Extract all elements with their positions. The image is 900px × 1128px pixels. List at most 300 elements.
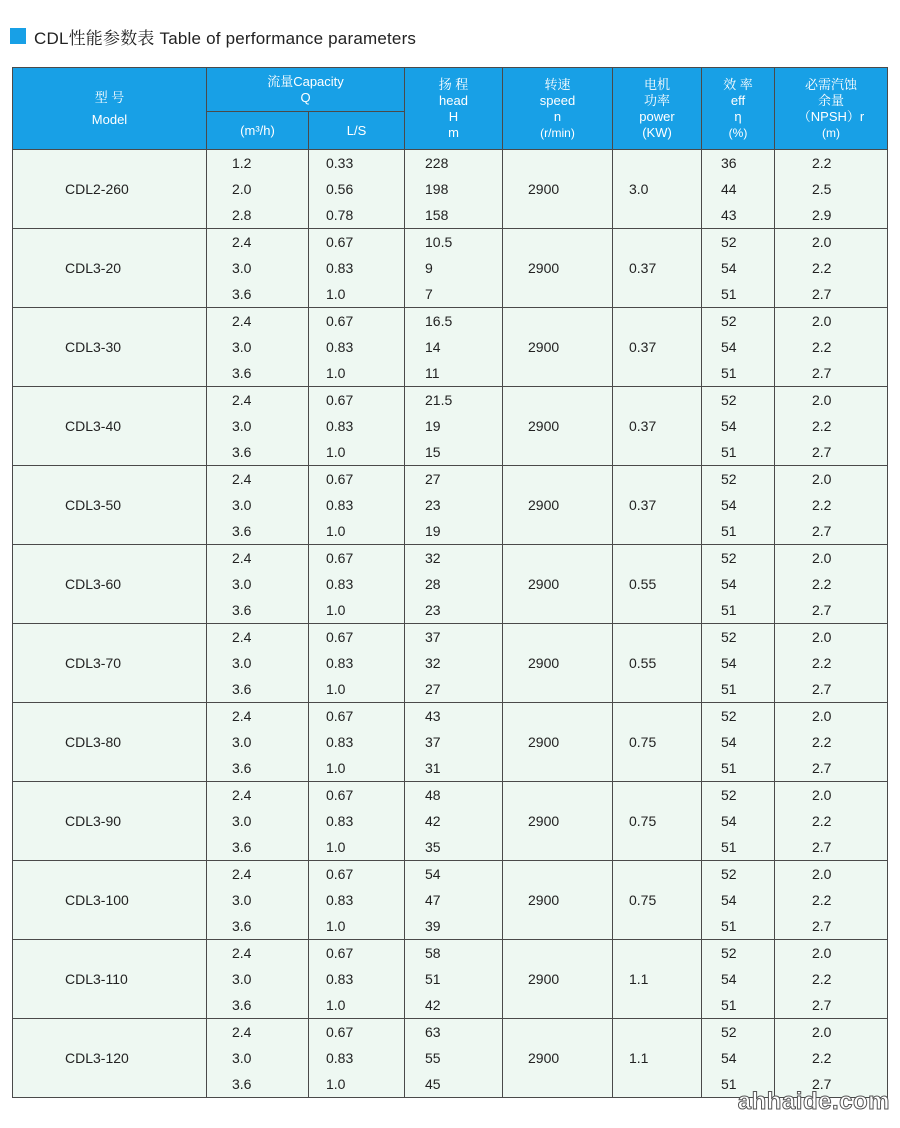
- head-cell-value: 42: [425, 813, 441, 829]
- capacity-m3h-cell: [207, 624, 309, 703]
- npsh-cell: [775, 861, 888, 940]
- capacity-m3h-cell-value: 2.4: [232, 629, 252, 645]
- model-cell: CDL2-260: [13, 150, 207, 229]
- npsh-cell-value: 2.0: [812, 550, 832, 566]
- speed-cell: 2900: [503, 861, 613, 940]
- efficiency-cell-value: 54: [721, 339, 737, 355]
- table-row: [13, 940, 888, 1019]
- capacity-ls-cell-value: 0.83: [326, 418, 354, 434]
- speed-cell: 2900: [503, 466, 613, 545]
- capacity-m3h-cell-value: 2.4: [232, 1024, 252, 1040]
- head-cell-value: 19: [425, 418, 441, 434]
- speed-cell: 2900: [503, 940, 613, 1019]
- capacity-m3h-cell-value: 3.6: [232, 839, 252, 855]
- capacity-m3h-cell-value: 3.0: [232, 339, 252, 355]
- head-cell-value: 35: [425, 839, 441, 855]
- capacity-m3h-cell-value: 2.0: [232, 181, 252, 197]
- capacity-ls-cell-value: 1.0: [326, 760, 346, 776]
- capacity-ls-cell-value: 0.83: [326, 971, 354, 987]
- capacity-ls-cell: [309, 782, 405, 861]
- power-cell: 0.55: [613, 545, 702, 624]
- head-cell-value: 19: [425, 523, 441, 539]
- efficiency-cell-value: 52: [721, 550, 737, 566]
- capacity-m3h-cell: [207, 150, 309, 229]
- capacity-ls-cell-value: 1.0: [326, 444, 346, 460]
- capacity-ls-cell-value: 0.83: [326, 1050, 354, 1066]
- page-title: [10, 26, 416, 46]
- capacity-ls-cell: [309, 1019, 405, 1098]
- head-cell: [405, 940, 503, 1019]
- npsh-cell-value: 2.2: [812, 734, 832, 750]
- capacity-m3h-cell-value: 2.4: [232, 787, 252, 803]
- efficiency-cell-value: 52: [721, 1024, 737, 1040]
- speed-cell: 2900: [503, 308, 613, 387]
- header-capacity-m3h: (m³/h): [207, 112, 309, 150]
- capacity-ls-cell-value: 1.0: [326, 918, 346, 934]
- capacity-m3h-cell-value: 3.0: [232, 497, 252, 513]
- npsh-cell-value: 2.0: [812, 392, 832, 408]
- efficiency-cell-value: 36: [721, 155, 737, 171]
- speed-cell: 2900: [503, 150, 613, 229]
- efficiency-cell-value: 51: [721, 523, 737, 539]
- head-cell-value: 39: [425, 918, 441, 934]
- model-cell: CDL3-70: [13, 624, 207, 703]
- capacity-m3h-cell: [207, 782, 309, 861]
- head-cell: [405, 624, 503, 703]
- power-cell: 1.1: [613, 940, 702, 1019]
- capacity-m3h-cell-value: 3.0: [232, 734, 252, 750]
- speed-cell: 2900: [503, 703, 613, 782]
- efficiency-cell: [702, 782, 775, 861]
- capacity-ls-cell: [309, 624, 405, 703]
- capacity-ls-cell-value: 0.78: [326, 207, 354, 223]
- capacity-ls-cell-value: 0.83: [326, 655, 354, 671]
- npsh-cell-value: 2.7: [812, 365, 832, 381]
- head-cell-value: 31: [425, 760, 441, 776]
- capacity-ls-cell-value: 0.83: [326, 497, 354, 513]
- head-cell-value: 27: [425, 681, 441, 697]
- table-row: [13, 782, 888, 861]
- speed-cell: 2900: [503, 229, 613, 308]
- efficiency-cell-value: 54: [721, 260, 737, 276]
- npsh-cell-value: 2.7: [812, 1076, 832, 1092]
- capacity-m3h-cell-value: 2.4: [232, 550, 252, 566]
- capacity-m3h-cell-value: 3.6: [232, 760, 252, 776]
- head-cell-value: 11: [425, 365, 440, 381]
- npsh-cell: [775, 624, 888, 703]
- model-cell: CDL3-30: [13, 308, 207, 387]
- table-body: [13, 150, 888, 1098]
- head-cell: [405, 703, 503, 782]
- capacity-m3h-cell-value: 2.4: [232, 866, 252, 882]
- npsh-cell-value: 2.0: [812, 866, 832, 882]
- efficiency-cell-value: 51: [721, 681, 737, 697]
- table-row: [13, 624, 888, 703]
- capacity-ls-cell-value: 1.0: [326, 1076, 346, 1092]
- npsh-cell: [775, 150, 888, 229]
- efficiency-cell-value: 51: [721, 1076, 737, 1092]
- npsh-cell: [775, 782, 888, 861]
- efficiency-cell-value: 51: [721, 286, 737, 302]
- npsh-cell-value: 2.5: [812, 181, 832, 197]
- capacity-m3h-cell-value: 3.6: [232, 523, 252, 539]
- head-cell: [405, 861, 503, 940]
- efficiency-cell-value: 52: [721, 708, 737, 724]
- head-cell-value: 58: [425, 945, 441, 961]
- head-cell-value: 158: [425, 207, 449, 223]
- efficiency-cell: [702, 466, 775, 545]
- capacity-m3h-cell: [207, 940, 309, 1019]
- capacity-ls-cell: [309, 308, 405, 387]
- npsh-cell-value: 2.2: [812, 155, 832, 171]
- npsh-cell-value: 2.2: [812, 260, 832, 276]
- power-cell: 1.1: [613, 1019, 702, 1098]
- model-cell: CDL3-100: [13, 861, 207, 940]
- power-cell: 0.75: [613, 782, 702, 861]
- efficiency-cell-value: 54: [721, 418, 737, 434]
- efficiency-cell-value: 54: [721, 971, 737, 987]
- npsh-cell-value: 2.2: [812, 418, 832, 434]
- efficiency-cell: [702, 861, 775, 940]
- efficiency-cell-value: 52: [721, 787, 737, 803]
- capacity-ls-cell: [309, 150, 405, 229]
- capacity-ls-cell-value: 1.0: [326, 365, 346, 381]
- capacity-m3h-cell-value: 1.2: [232, 155, 252, 171]
- model-cell: CDL3-80: [13, 703, 207, 782]
- table-row: [13, 466, 888, 545]
- capacity-ls-cell-value: 0.67: [326, 392, 354, 408]
- capacity-ls-cell: [309, 703, 405, 782]
- npsh-cell: [775, 308, 888, 387]
- table-row: [13, 387, 888, 466]
- efficiency-cell-value: 51: [721, 444, 737, 460]
- capacity-m3h-cell-value: 2.8: [232, 207, 252, 223]
- capacity-m3h-cell-value: 3.0: [232, 260, 252, 276]
- npsh-cell-value: 2.7: [812, 681, 832, 697]
- capacity-ls-cell: [309, 387, 405, 466]
- capacity-ls-cell: [309, 545, 405, 624]
- head-cell-value: 37: [425, 734, 441, 750]
- capacity-m3h-cell: [207, 1019, 309, 1098]
- head-cell-value: 23: [425, 497, 441, 513]
- header-capacity-ls: L/S: [309, 112, 405, 150]
- power-cell: 0.37: [613, 229, 702, 308]
- npsh-cell: [775, 703, 888, 782]
- table-row: [13, 150, 888, 229]
- capacity-ls-cell-value: 0.67: [326, 866, 354, 882]
- title-marker-icon: [10, 28, 26, 44]
- capacity-ls-cell-value: 0.83: [326, 576, 354, 592]
- head-cell-value: 51: [425, 971, 441, 987]
- head-cell-value: 47: [425, 892, 441, 908]
- head-cell-value: 228: [425, 155, 449, 171]
- table-row: [13, 229, 888, 308]
- npsh-cell: [775, 940, 888, 1019]
- efficiency-cell: [702, 545, 775, 624]
- npsh-cell-value: 2.7: [812, 286, 832, 302]
- npsh-cell-value: 2.9: [812, 207, 832, 223]
- capacity-ls-cell-value: 0.83: [326, 339, 354, 355]
- capacity-m3h-cell-value: 2.4: [232, 945, 252, 961]
- capacity-ls-cell: [309, 466, 405, 545]
- performance-table: [12, 67, 888, 1098]
- head-cell: [405, 1019, 503, 1098]
- capacity-ls-cell-value: 0.83: [326, 734, 354, 750]
- capacity-m3h-cell-value: 3.6: [232, 602, 252, 618]
- head-cell-value: 16.5: [425, 313, 453, 329]
- capacity-m3h-cell-value: 3.6: [232, 997, 252, 1013]
- capacity-ls-cell: [309, 861, 405, 940]
- head-cell-value: 32: [425, 550, 441, 566]
- efficiency-cell: [702, 703, 775, 782]
- capacity-ls-cell: [309, 229, 405, 308]
- head-cell-value: 7: [425, 286, 433, 302]
- capacity-m3h-cell: [207, 387, 309, 466]
- efficiency-cell-value: 52: [721, 313, 737, 329]
- head-cell-value: 45: [425, 1076, 441, 1092]
- efficiency-cell-value: 54: [721, 1050, 737, 1066]
- head-cell-value: 48: [425, 787, 441, 803]
- model-cell: CDL3-110: [13, 940, 207, 1019]
- head-cell-value: 54: [425, 866, 441, 882]
- capacity-ls-cell-value: 0.67: [326, 313, 354, 329]
- efficiency-cell-value: 51: [721, 760, 737, 776]
- efficiency-cell-value: 52: [721, 471, 737, 487]
- efficiency-cell-value: 54: [721, 576, 737, 592]
- header-efficiency: 效 率 eff η (%): [702, 68, 775, 150]
- capacity-m3h-cell-value: 3.6: [232, 1076, 252, 1092]
- efficiency-cell: [702, 1019, 775, 1098]
- head-cell: [405, 150, 503, 229]
- head-cell-value: 198: [425, 181, 449, 197]
- efficiency-cell: [702, 940, 775, 1019]
- capacity-ls-cell-value: 0.83: [326, 260, 354, 276]
- efficiency-cell-value: 51: [721, 997, 737, 1013]
- capacity-m3h-cell-value: 2.4: [232, 392, 252, 408]
- head-cell-value: 14: [425, 339, 441, 355]
- npsh-cell-value: 2.2: [812, 892, 832, 908]
- efficiency-cell-value: 54: [721, 813, 737, 829]
- head-cell: [405, 782, 503, 861]
- capacity-ls-cell-value: 0.83: [326, 892, 354, 908]
- npsh-cell-value: 2.2: [812, 971, 832, 987]
- capacity-ls-cell-value: 0.67: [326, 629, 354, 645]
- power-cell: 0.37: [613, 466, 702, 545]
- npsh-cell-value: 2.7: [812, 760, 832, 776]
- speed-cell: 2900: [503, 387, 613, 466]
- header-npsh: 必需汽蚀 余量 （NPSH）r (m): [775, 68, 888, 150]
- power-cell: 0.37: [613, 308, 702, 387]
- npsh-cell-value: 2.2: [812, 1050, 832, 1066]
- efficiency-cell-value: 43: [721, 207, 737, 223]
- header-model: 型 号 Model: [13, 68, 207, 150]
- table-row: [13, 1019, 888, 1098]
- efficiency-cell: [702, 387, 775, 466]
- head-cell-value: 9: [425, 260, 433, 276]
- capacity-ls-cell-value: 0.67: [326, 945, 354, 961]
- npsh-cell: [775, 229, 888, 308]
- head-cell: [405, 466, 503, 545]
- npsh-cell: [775, 545, 888, 624]
- capacity-m3h-cell-value: 3.0: [232, 892, 252, 908]
- npsh-cell-value: 2.0: [812, 629, 832, 645]
- capacity-m3h-cell-value: 3.0: [232, 576, 252, 592]
- npsh-cell-value: 2.0: [812, 234, 832, 250]
- npsh-cell-value: 2.7: [812, 839, 832, 855]
- power-cell: 0.55: [613, 624, 702, 703]
- capacity-m3h-cell: [207, 466, 309, 545]
- capacity-m3h-cell: [207, 545, 309, 624]
- npsh-cell-value: 2.2: [812, 339, 832, 355]
- efficiency-cell-value: 54: [721, 655, 737, 671]
- capacity-m3h-cell-value: 3.0: [232, 971, 252, 987]
- efficiency-cell-value: 51: [721, 839, 737, 855]
- capacity-m3h-cell: [207, 229, 309, 308]
- npsh-cell-value: 2.0: [812, 471, 832, 487]
- head-cell-value: 21.5: [425, 392, 453, 408]
- speed-cell: 2900: [503, 1019, 613, 1098]
- model-cell: CDL3-20: [13, 229, 207, 308]
- npsh-cell-value: 2.0: [812, 945, 832, 961]
- npsh-cell-value: 2.0: [812, 787, 832, 803]
- npsh-cell-value: 2.7: [812, 523, 832, 539]
- head-cell: [405, 308, 503, 387]
- efficiency-cell: [702, 150, 775, 229]
- npsh-cell: [775, 466, 888, 545]
- capacity-ls-cell-value: 0.83: [326, 813, 354, 829]
- power-cell: 3.0: [613, 150, 702, 229]
- head-cell-value: 23: [425, 602, 441, 618]
- efficiency-cell-value: 52: [721, 629, 737, 645]
- model-cell: CDL3-90: [13, 782, 207, 861]
- capacity-ls-cell-value: 1.0: [326, 681, 346, 697]
- efficiency-cell-value: 52: [721, 234, 737, 250]
- model-cell: CDL3-50: [13, 466, 207, 545]
- capacity-ls-cell-value: 0.67: [326, 1024, 354, 1040]
- capacity-m3h-cell-value: 2.4: [232, 708, 252, 724]
- npsh-cell-value: 2.2: [812, 576, 832, 592]
- efficiency-cell: [702, 624, 775, 703]
- head-cell-value: 27: [425, 471, 441, 487]
- capacity-m3h-cell-value: 3.6: [232, 918, 252, 934]
- npsh-cell-value: 2.0: [812, 708, 832, 724]
- watermark: ahhaide.com: [737, 1088, 890, 1115]
- capacity-m3h-cell-value: 3.0: [232, 655, 252, 671]
- efficiency-cell-value: 54: [721, 497, 737, 513]
- npsh-cell: [775, 387, 888, 466]
- capacity-ls-cell-value: 0.67: [326, 234, 354, 250]
- head-cell-value: 55: [425, 1050, 441, 1066]
- head-cell-value: 15: [425, 444, 441, 460]
- capacity-m3h-cell: [207, 703, 309, 782]
- capacity-ls-cell-value: 0.67: [326, 550, 354, 566]
- efficiency-cell-value: 51: [721, 602, 737, 618]
- capacity-ls-cell-value: 0.67: [326, 787, 354, 803]
- header-head: 扬 程 head H m: [405, 68, 503, 150]
- capacity-m3h-cell-value: 2.4: [232, 234, 252, 250]
- npsh-cell-value: 2.2: [812, 497, 832, 513]
- capacity-ls-cell: [309, 940, 405, 1019]
- head-cell-value: 63: [425, 1024, 441, 1040]
- speed-cell: 2900: [503, 624, 613, 703]
- capacity-m3h-cell-value: 3.6: [232, 681, 252, 697]
- efficiency-cell-value: 51: [721, 365, 737, 381]
- capacity-m3h-cell-value: 3.6: [232, 286, 252, 302]
- power-cell: 0.75: [613, 861, 702, 940]
- head-cell: [405, 387, 503, 466]
- power-cell: 0.37: [613, 387, 702, 466]
- npsh-cell-value: 2.2: [812, 655, 832, 671]
- head-cell: [405, 229, 503, 308]
- efficiency-cell-value: 51: [721, 918, 737, 934]
- efficiency-cell: [702, 308, 775, 387]
- head-cell: [405, 545, 503, 624]
- capacity-ls-cell-value: 0.56: [326, 181, 354, 197]
- npsh-cell: [775, 1019, 888, 1098]
- head-cell-value: 10.5: [425, 234, 453, 250]
- efficiency-cell-value: 52: [721, 866, 737, 882]
- page-title-text: CDL性能参数表 Table of performance parameters: [34, 28, 417, 48]
- efficiency-cell-value: 44: [721, 181, 737, 197]
- capacity-ls-cell-value: 0.67: [326, 708, 354, 724]
- capacity-m3h-cell-value: 3.6: [232, 444, 252, 460]
- efficiency-cell-value: 52: [721, 945, 737, 961]
- model-cell: CDL3-60: [13, 545, 207, 624]
- head-cell-value: 37: [425, 629, 441, 645]
- capacity-m3h-cell-value: 3.0: [232, 1050, 252, 1066]
- head-cell-value: 32: [425, 655, 441, 671]
- npsh-cell-value: 2.0: [812, 313, 832, 329]
- capacity-m3h-cell-value: 2.4: [232, 471, 252, 487]
- table-row: [13, 545, 888, 624]
- npsh-cell-value: 2.7: [812, 918, 832, 934]
- capacity-m3h-cell: [207, 308, 309, 387]
- capacity-ls-cell-value: 1.0: [326, 997, 346, 1013]
- capacity-ls-cell-value: 0.33: [326, 155, 354, 171]
- efficiency-cell-value: 54: [721, 734, 737, 750]
- capacity-ls-cell-value: 1.0: [326, 839, 346, 855]
- header-power: 电机 功率 power (KW): [613, 68, 702, 150]
- capacity-m3h-cell-value: 3.6: [232, 365, 252, 381]
- npsh-cell-value: 2.0: [812, 1024, 832, 1040]
- npsh-cell-value: 2.7: [812, 602, 832, 618]
- npsh-cell-value: 2.7: [812, 444, 832, 460]
- capacity-m3h-cell-value: 3.0: [232, 418, 252, 434]
- speed-cell: 2900: [503, 545, 613, 624]
- capacity-m3h-cell-value: 3.0: [232, 813, 252, 829]
- header-speed: 转速 speed n (r/min): [503, 68, 613, 150]
- npsh-cell-value: 2.7: [812, 997, 832, 1013]
- table-row: [13, 308, 888, 387]
- capacity-ls-cell-value: 1.0: [326, 286, 346, 302]
- model-cell: CDL3-40: [13, 387, 207, 466]
- table-row: [13, 703, 888, 782]
- capacity-ls-cell-value: 0.67: [326, 471, 354, 487]
- speed-cell: 2900: [503, 782, 613, 861]
- header-capacity: 流量Capacity Q: [207, 68, 405, 112]
- efficiency-cell-value: 52: [721, 392, 737, 408]
- capacity-ls-cell-value: 1.0: [326, 523, 346, 539]
- power-cell: 0.75: [613, 703, 702, 782]
- head-cell-value: 28: [425, 576, 441, 592]
- model-cell: CDL3-120: [13, 1019, 207, 1098]
- capacity-ls-cell-value: 1.0: [326, 602, 346, 618]
- head-cell-value: 43: [425, 708, 441, 724]
- head-cell-value: 42: [425, 997, 441, 1013]
- efficiency-cell-value: 54: [721, 892, 737, 908]
- capacity-m3h-cell: [207, 861, 309, 940]
- efficiency-cell: [702, 229, 775, 308]
